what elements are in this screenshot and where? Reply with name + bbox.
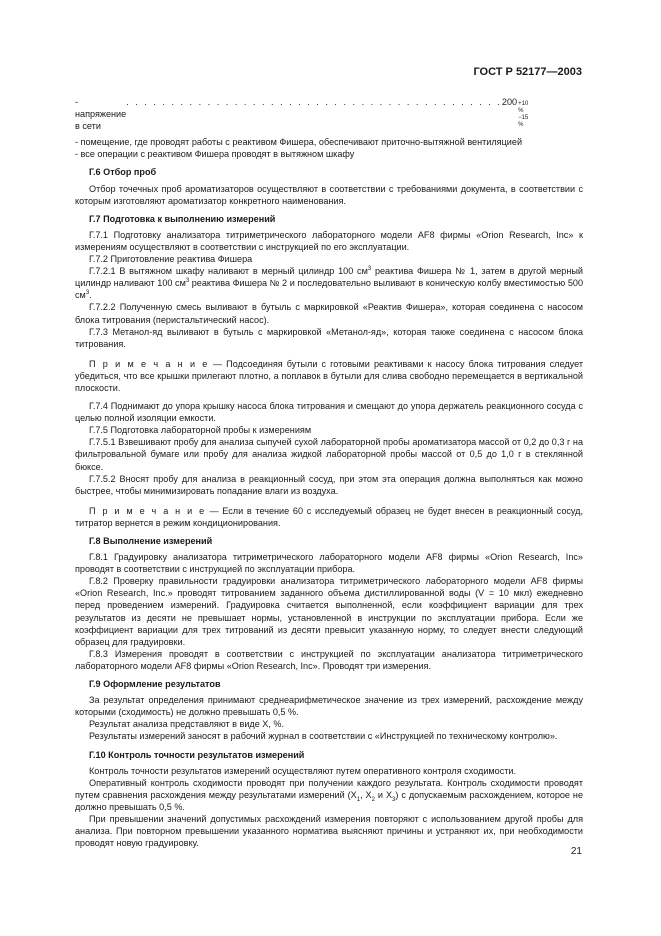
voltage-label: - напряжение в сети xyxy=(75,97,127,132)
paragraph: Г.8.1 Градуировку анализатора титриметрического лабораторного модели AF8 фирмы «Orion Research, Inc» проводят в соответствии с инструкцией по эксплуатации прибора. xyxy=(75,552,583,575)
superscript: 3 xyxy=(367,266,372,273)
note-text: — Подсоединяя бутыли с готовыми реактивами к насосу блока титрования следует убедиться, что все крышки прилегают плотно, а поплавок в бутыли для слива свободно перемещается в вертикальной плоскости. xyxy=(75,358,583,393)
subscript: 2 xyxy=(371,796,375,803)
paragraph xyxy=(75,777,583,813)
section-title-g6: Г.6 Отбор проб xyxy=(89,167,157,178)
paragraph: Г.7.3 Метанол-яд выливают в бутыль с маркировкой «Метанол-яд», которая также соединена с насосом блока титрования. xyxy=(75,326,583,349)
note-text: — Если в течение 60 с исследуемый образец не будет внесен в реакционный сосуд, титратор вернется в режим кондиционирования. xyxy=(75,505,584,528)
superscript: 3 xyxy=(85,290,90,297)
voltage-line xyxy=(75,96,583,132)
voltage-value: 200 xyxy=(501,97,518,107)
paragraph: Г.7.2.2 Полученную смесь выливают в бутыль с маркировкой «Реактив Фишера», которая соединена с насосом блока титрования (перистальтический насос). xyxy=(75,302,583,325)
text-run: . xyxy=(89,290,92,301)
paragraph: За результат определения принимают среднеарифметическое значение из трех измерений, расхождение между которыми (сходимость) не должно превышать 0,5 %. xyxy=(75,695,583,718)
voltage-minus: −15 % xyxy=(518,115,529,128)
dot-leader: . . . . . . . . . . . . . . . . . . . . . . . . . . . . . . . . . . . . . . . . . . xyxy=(126,97,502,107)
subscript: 3 xyxy=(392,796,396,803)
paragraph: Г.8.2 Проверку правильности градуировки анализатора титриметрического лабораторного модели AF8 фирмы «Orion Research, Inc.» проводят титрованием заданного объема дистиллированной воды (V = 10 мкл) ежедневно перед проведением измерений. Градуировка считается выполненной, если коэффициент вариации для трех результатов из десяти не превышает нормы, установленной в инструкции по эксплуатации прибора. Если же коэффициент вариации для трех титрований из десяти превысит указанную норму, то следует внести следующий образец для градуировки. xyxy=(75,576,583,647)
note xyxy=(75,358,583,394)
text-run: реактива Фишера № 1, затем в другой мерный цилиндр наливают 100 см xyxy=(75,266,583,289)
paragraph: Контроль точности результатов измерений осуществляют путем оперативного контроля сходимости. xyxy=(89,765,517,776)
paragraph: Результат анализа представляют в виде X, %. xyxy=(89,719,285,730)
text-run: Г.7.2.1 В вытяжном шкафу наливают в мерный цилиндр 100 см xyxy=(89,266,368,277)
voltage-plus: +10 % xyxy=(518,101,529,114)
text-run: Оперативный контроль сходимости проводят при получении каждого результата. Контроль сходимости проводят путем сравнения расхождения между результатами измерений (X xyxy=(75,777,583,800)
note-label: П р и м е ч а н и е xyxy=(89,358,209,369)
text-run: и X xyxy=(374,789,393,800)
paragraph: При превышении значений допустимых расхождений измерения повторяют с использованием другой пробы для анализа. При повторном превышении указанного норматива выясняют причины и устраняют их, при необходимости проводят новую градуировку. xyxy=(75,813,583,849)
paragraph: Г.7.4 Поднимают до упора крышку насоса блока титрования и смещают до упора держатель реакционного сосуда с целью полной изоляции емкости. xyxy=(75,401,583,424)
text-run: ) с допускаемым расхождением, которое не должно превышать 0,5 %. xyxy=(75,789,584,812)
superscript: 3 xyxy=(185,278,190,285)
text-run: реактива Фишера № 2 и последовательно выливают в коническую колбу вместимостью 500 см xyxy=(75,278,584,301)
requirement-ventilation: - помещение, где проводят работы с реактивом Фишера, обеспечивают приточно-вытяжной вентиляцией xyxy=(75,137,523,148)
text-run: , X xyxy=(360,789,372,800)
paragraph: Г.7.5.1 Взвешивают пробу для анализа сыпучей сухой лабораторной пробы ароматизатора массой от 0,2 до 0,3 г на фильтровальной бумаге или пробу для анализа жидкой лабораторной пробы массой от 0,5 до 1,0 г в стеклянной бюксе. xyxy=(75,437,583,472)
paragraph: Отбор точечных проб ароматизаторов осуществляют в соответствии с требованиями документа, в соответствии с которым изготовляют ароматизатор конкретного наименования. xyxy=(75,183,583,206)
voltage-tolerance xyxy=(518,101,528,129)
section-title-g10: Г.10 Контроль точности результатов измерений xyxy=(89,749,305,760)
paragraph: Г.7.2 Приготовление реактива Фишера xyxy=(89,254,253,265)
document-body xyxy=(75,96,583,849)
section-title-g7: Г.7 Подготовка к выполнению измерений xyxy=(89,213,276,224)
paragraph: Г.7.5.2 Вносят пробу для анализа в реакционный сосуд, при этом эта операция должна выполняться как можно быстрее, чтобы минимизировать попадание влаги из воздуха. xyxy=(75,473,583,496)
page-number: 21 xyxy=(570,846,582,857)
section-title-g9: Г.9 Оформление результатов xyxy=(89,679,221,690)
paragraph xyxy=(75,265,583,301)
paragraph: Г.7.5 Подготовка лабораторной пробы к измерениям xyxy=(89,425,312,436)
note-label: П р и м е ч а н и е xyxy=(89,505,206,516)
paragraph: Результаты измерений заносят в рабочий журнал в соответствии с «Инструкцией по техническому контролю». xyxy=(89,731,558,742)
note xyxy=(75,505,583,529)
section-title-g8: Г.8 Выполнение измерений xyxy=(89,536,213,546)
paragraph: Г.7.1 Подготовку анализатора титриметрического лабораторного модели AF8 фирмы «Orion Research, Inc» к измерениям осуществляют в соответствии с инструкцией по его эксплуатации. xyxy=(75,229,583,252)
document-id: ГОСТ Р 52177—2003 xyxy=(473,66,582,78)
paragraph: Г.8.3 Измерения проводят в соответствии с инструкцией по эксплуатации анализатора титриметрического лабораторного модели AF8 фирмы «Orion Research, Inc». Проводят три измерения. xyxy=(75,648,583,671)
requirement-fume-hood: - все операции с реактивом Фишера проводят в вытяжном шкафу xyxy=(75,149,355,160)
subscript: 1 xyxy=(356,796,361,803)
